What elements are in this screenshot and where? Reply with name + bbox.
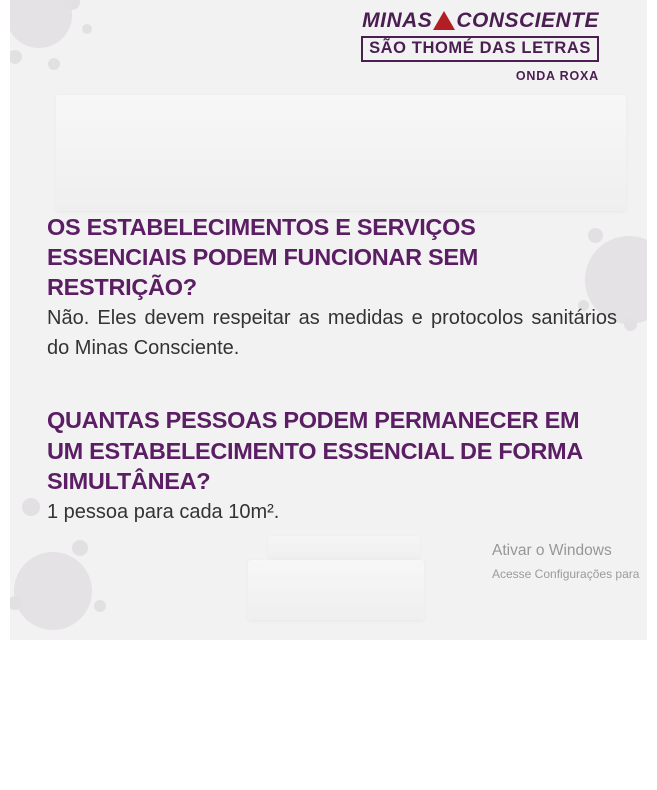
virus-spike xyxy=(22,498,40,516)
brand-wordmark xyxy=(361,10,599,31)
virus-spike xyxy=(94,600,106,612)
activation-subtitle: Acesse Configurações para xyxy=(492,566,640,581)
faq-answer-1: Não. Eles devem respeitar as medidas e protocolos sanitários do Minas Consciente. xyxy=(47,307,617,359)
footer-panel xyxy=(248,560,424,620)
brand-consciente: CONSCIENTE xyxy=(456,9,599,32)
logo-block xyxy=(361,10,599,83)
virus-spike xyxy=(10,50,22,64)
faq-question-1: OS ESTABELECIMENTOS E SERVIÇOS ESSENCIAIS PODEM FUNCIONAR SEM RESTRIÇÃO? xyxy=(47,214,479,301)
faq-question-2: QUANTAS PESSOAS PODEM PERMANECER EM UM ESTABELECIMENTO ESSENCIAL DE FORMA SIMULTÂNEA? xyxy=(47,407,583,494)
city-badge: SÃO THOMÉ DAS LETRAS xyxy=(361,36,599,62)
windows-activation-watermark xyxy=(492,542,639,581)
activation-title: Ativar o Windows xyxy=(492,542,612,559)
header-panel xyxy=(56,95,626,211)
footer-panel-wide xyxy=(268,536,420,558)
virus-decoration-top-left xyxy=(10,0,72,48)
wave-label: ONDA ROXA xyxy=(515,69,599,84)
poster-card xyxy=(10,0,647,640)
virus-spike xyxy=(624,318,637,331)
faq-answer-2: 1 pessoa para cada 10m². xyxy=(47,500,280,523)
triangle-icon xyxy=(433,11,455,30)
virus-spike xyxy=(72,540,88,556)
faq-item-2 xyxy=(47,405,617,527)
faq-content xyxy=(47,212,617,527)
brand-minas: MINAS xyxy=(362,9,433,32)
virus-decoration-bottom-left xyxy=(14,552,92,630)
virus-spike xyxy=(82,24,92,34)
virus-spike xyxy=(64,0,80,10)
virus-spike xyxy=(48,58,60,70)
